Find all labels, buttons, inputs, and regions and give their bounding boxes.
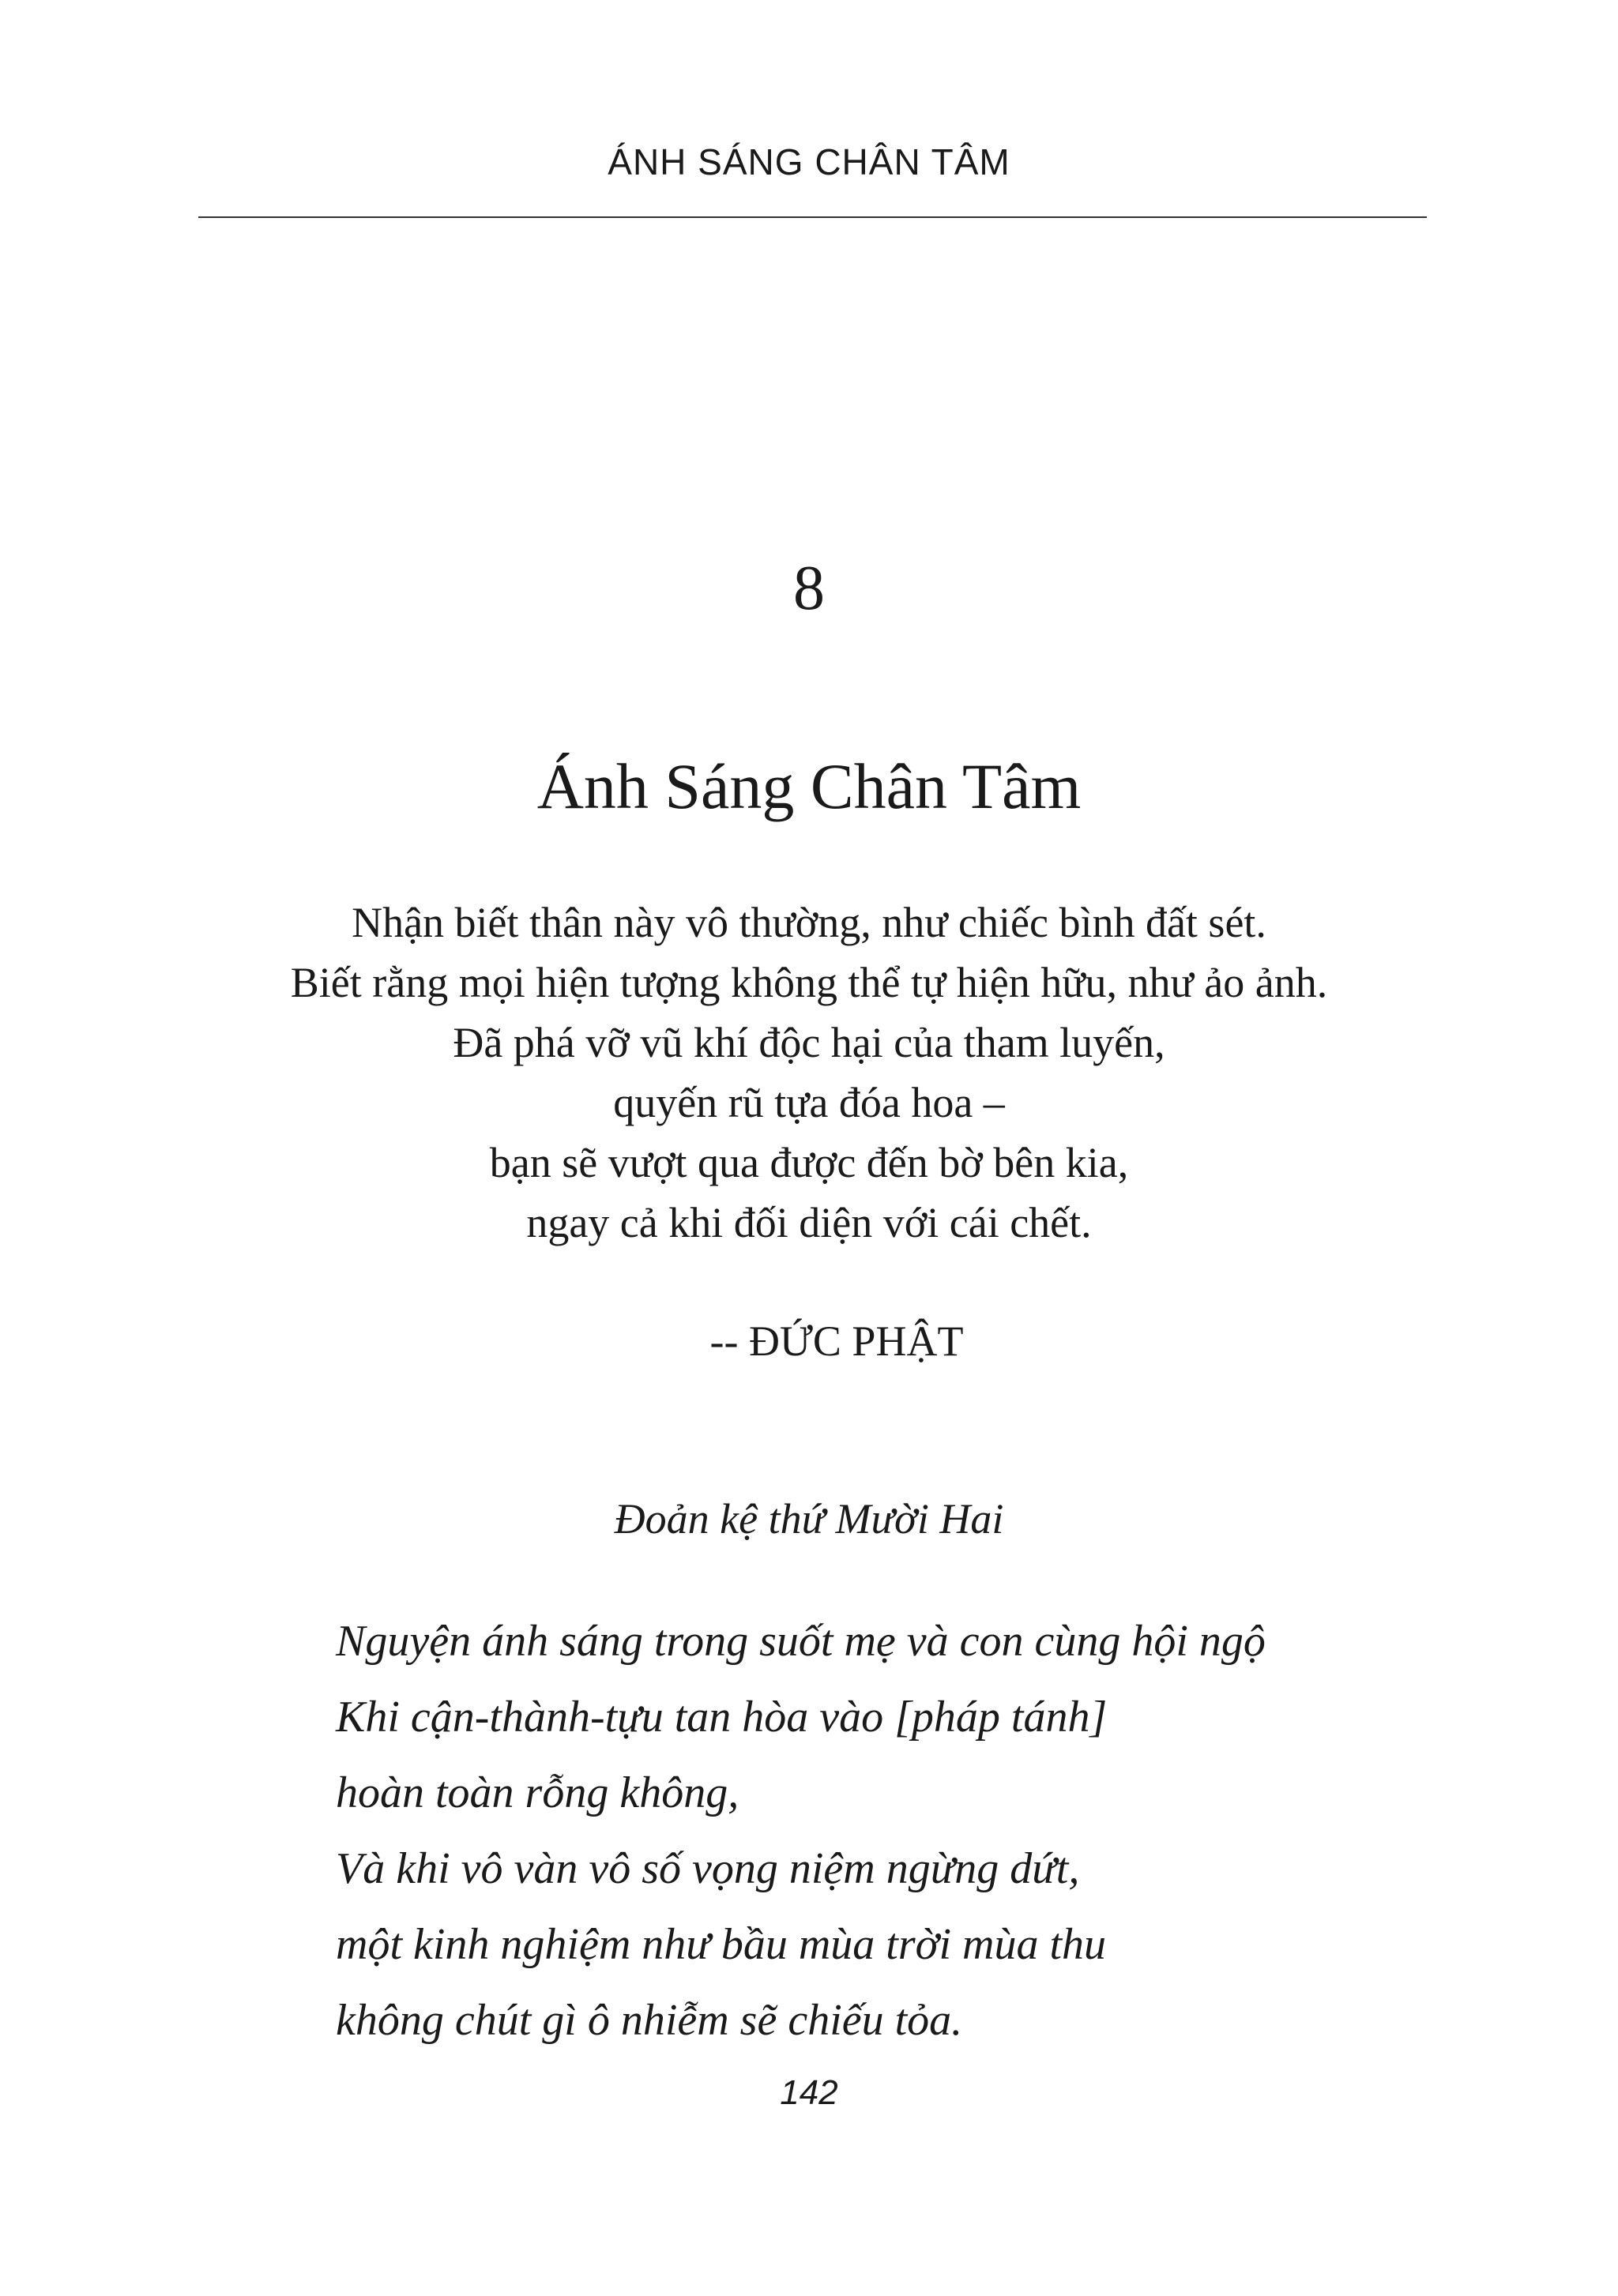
epigraph-line: bạn sẽ vượt qua được đến bờ bên kia, [489, 1139, 1129, 1186]
epigraph-line: Nhận biết thân này vô thường, như chiếc bình đất sét. [352, 899, 1266, 946]
epigraph-attribution: -- ĐỨC PHẬT [709, 1317, 964, 1365]
chapter-title: Ánh Sáng Chân Tâm [536, 750, 1082, 822]
verse-line: Khi cận-thành-tựu tan hòa vào [pháp tánh] [336, 1693, 1108, 1742]
verse-line: một kinh nghiệm như bầu mùa trời mùa thu [336, 1920, 1107, 1969]
epigraph [0, 892, 1618, 1253]
epigraph-line: Đã phá vỡ vũ khí độc hại của tham luyến, [453, 1019, 1165, 1066]
verse-line: Nguyện ánh sáng trong suốt mẹ và con cùng hội ngộ [336, 1617, 1266, 1666]
verse-line: Và khi vô vàn vô số vọng niệm ngừng dứt, [336, 1844, 1080, 1893]
verse-line: không chút gì ô nhiễm sẽ chiếu tỏa. [336, 1996, 963, 2045]
verse-title: Đoản kệ thứ Mười Hai [614, 1495, 1004, 1543]
verse [336, 1603, 1521, 2058]
epigraph-line: quyến rũ tựa đóa hoa – [613, 1079, 1005, 1126]
verse-line: hoàn toàn rỗng không, [336, 1768, 739, 1817]
header-rule [198, 216, 1427, 218]
epigraph-line: Biết rằng mọi hiện tượng không thể tự hiện hữu, như ảo ảnh. [290, 959, 1328, 1006]
chapter-number: 8 [793, 554, 825, 623]
page-number: 142 [780, 2073, 838, 2112]
epigraph-line: ngay cả khi đối diện với cái chết. [526, 1199, 1092, 1246]
running-head-title: ÁNH SÁNG CHÂN TÂM [608, 141, 1010, 182]
